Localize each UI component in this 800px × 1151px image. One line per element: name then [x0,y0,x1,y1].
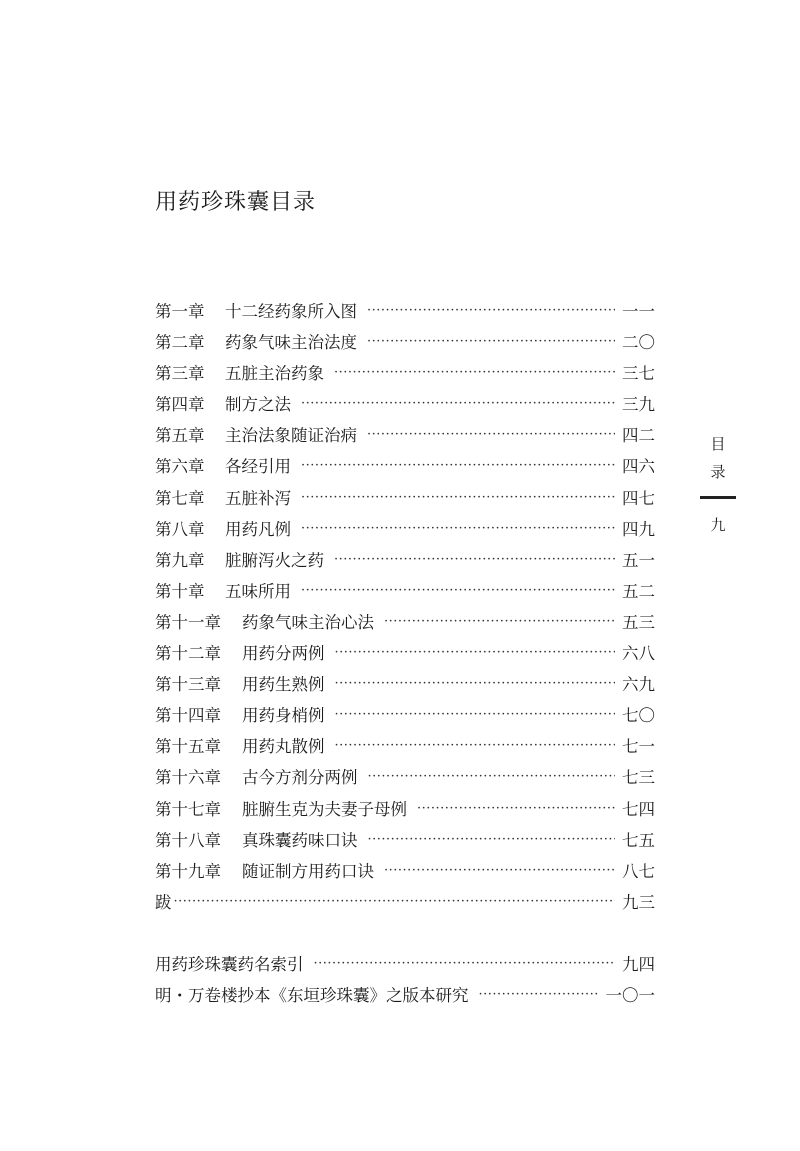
toc-entry-chapter-12[interactable] [155,638,655,669]
side-tab-char-2: 录 [710,463,726,481]
chapter-label: 第八章 [155,519,205,539]
toc-entry-appendix-study[interactable] [155,980,655,1011]
dot-leader [334,357,615,388]
page-number: 九四 [622,954,655,974]
dot-leader [368,761,616,792]
toc-entry-chapter-2[interactable] [155,327,655,358]
page-number: 七〇 [622,706,655,726]
page-number: 三七 [622,364,655,384]
dot-leader [301,575,615,606]
entry-title: 用药珍珠囊药名索引 [155,954,304,974]
entry-title: 随证制方用药口诀 [242,861,374,881]
toc-entry-chapter-16[interactable] [155,762,655,793]
entry-title: 药象气味主治法度 [225,333,357,353]
toc-entry-chapter-7[interactable] [155,483,655,514]
entry-title: 用药凡例 [225,519,291,539]
chapter-label: 第一章 [155,302,205,321]
toc-entry-chapter-13[interactable] [155,669,655,700]
chapter-label: 第七章 [155,488,205,508]
toc-entry-chapter-1[interactable] [155,296,655,327]
entry-title: 用药生熟例 [242,675,325,695]
toc-entry-chapter-8[interactable] [155,514,655,545]
chapter-label: 第十一章 [155,612,221,632]
entry-title: 真珠囊药味口诀 [242,830,358,850]
dot-leader [367,419,615,450]
page-number: 三九 [622,395,655,415]
entry-title: 五脏主治药象 [225,364,324,384]
entry-title: 各经引用 [225,457,291,477]
chapter-label: 第十二章 [155,644,221,664]
chapter-label: 第四章 [155,395,205,415]
dot-leader [301,513,615,544]
entry-title: 主治法象随证治病 [225,426,357,446]
side-tab-rule [700,496,736,499]
page-number: 七一 [622,737,655,757]
entry-title: 用药身梢例 [242,706,325,726]
toc-entry-chapter-9[interactable] [155,545,655,576]
page-number: 七四 [622,799,655,819]
entry-title: 用药分两例 [242,644,325,664]
page-number: 九三 [622,892,655,912]
dot-leader [367,326,615,357]
dot-leader [479,979,600,1010]
page-number: 六九 [622,675,655,695]
entry-title: 古今方剂分两例 [242,768,358,788]
toc-entry-chapter-17[interactable] [155,794,655,825]
entry-title: 脏腑泻火之药 [225,550,324,570]
toc-entry-chapter-5[interactable] [155,420,655,451]
page-number: 七三 [622,768,655,788]
side-section-tab [700,430,736,539]
dot-leader [301,388,615,419]
chapter-label: 第九章 [155,550,205,570]
page-number: 七五 [622,830,655,850]
table-of-contents [155,296,655,1011]
dot-leader [335,699,616,730]
dot-leader [417,793,615,824]
page-number: 四七 [622,488,655,508]
dot-leader [335,668,616,699]
toc-entry-postface[interactable] [155,887,655,918]
page-number: 五三 [622,612,655,632]
page-number: 八七 [622,861,655,881]
chapter-label: 第十九章 [155,861,221,881]
toc-entry-chapter-3[interactable] [155,358,655,389]
page-number: 五一 [622,550,655,570]
chapter-label: 第二章 [155,333,205,353]
dot-leader [335,637,616,668]
chapter-label: 第五章 [155,426,205,446]
dot-leader [368,824,616,855]
chapter-label: 第十八章 [155,830,221,850]
entry-title: 五味所用 [225,581,291,601]
toc-entry-chapter-4[interactable] [155,389,655,420]
dot-leader [301,450,615,481]
chapter-label: 第十五章 [155,737,221,757]
chapter-label: 第十三章 [155,675,221,695]
entry-title: 跋 [155,892,172,912]
side-tab-char-1: 目 [710,435,726,453]
side-page-number: 九 [710,516,726,534]
toc-entry-chapter-11[interactable] [155,607,655,638]
page-number: 一一 [622,302,655,321]
page-title: 用药珍珠囊目录 [155,190,317,215]
page-number: 六八 [622,644,655,664]
dot-leader [335,730,616,761]
chapter-label: 第十章 [155,581,205,601]
dot-leader [384,606,615,637]
chapter-label: 第十六章 [155,768,221,788]
toc-entry-appendix-index[interactable] [155,949,655,980]
page-number: 四九 [622,519,655,539]
entry-title: 药象气味主治心法 [242,612,374,632]
chapter-label: 第十七章 [155,799,221,819]
entry-title: 五脏补泻 [225,488,291,508]
dot-leader [314,948,616,979]
toc-entry-chapter-19[interactable] [155,856,655,887]
toc-entry-chapter-15[interactable] [155,731,655,762]
page-number: 四六 [622,457,655,477]
entry-title: 明・万卷楼抄本《东垣珍珠囊》之版本研究 [155,985,469,1005]
chapter-label: 第三章 [155,364,205,384]
entry-title: 十二经药象所入图 [225,302,357,321]
page-number: 四二 [622,426,655,446]
chapter-label: 第十四章 [155,706,221,726]
dot-leader [367,295,615,326]
chapter-label: 第六章 [155,457,205,477]
dot-leader [301,482,615,513]
toc-entry-chapter-6[interactable] [155,451,655,482]
entry-title: 脏腑生克为夫妻子母例 [242,799,407,819]
toc-entry-chapter-18[interactable] [155,825,655,856]
dot-leader [174,886,616,917]
toc-entry-chapter-14[interactable] [155,700,655,731]
dot-leader [334,544,615,575]
toc-entry-chapter-10[interactable] [155,576,655,607]
page-number: 二〇 [622,333,655,353]
page-number: 一〇一 [605,985,655,1005]
page-number: 五二 [622,581,655,601]
entry-title: 制方之法 [225,395,291,415]
dot-leader [384,855,615,886]
entry-title: 用药丸散例 [242,737,325,757]
